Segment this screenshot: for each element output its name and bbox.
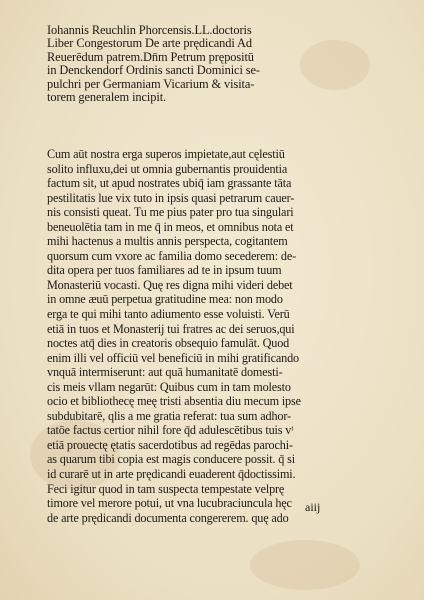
body-line: etiā prouectę ętatis sacerdotibus ad regēdas parochi- [47,437,293,452]
body-line: noctes atq̄ dies in creatoris obsequio famulāt. Quod [47,336,290,351]
heading-line: Liber Congestorum De arte prędicandi Ad [47,36,252,51]
body-line: vnquā intermiserunt: aut quā humanitatē domesti- [47,365,283,380]
body-line: pestilitatis lue vix tuto in ipsis quasi petrarum cauer- [47,190,295,205]
body-line: Cum aūt nostra erga superos impietate,aut cęlestiū [47,147,285,161]
body-line: enim illi vel officiū vel beneficiū in mihi gratificando [47,350,299,365]
heading-line: in Denckendorf Ordinis sancti Dominici se- [47,63,260,78]
foxing-stain [250,540,360,590]
signature-mark: aiij [305,500,321,514]
body-line: Feci igitur quod in tam suspecta tempestate velprę [47,481,285,496]
body-line: quorsum cum vxore ac familia domo secederem: de- [47,248,296,263]
body-line: Monasteriū vocasti. Quę res digna mihi videri debet [47,277,293,292]
body-line: de arte prędicandi documenta congererem. quę ado [47,510,289,525]
body-line: nis consisti queat. Tu me pius pater pro tua singulari [47,205,294,220]
heading-line: pulchri per Germaniam Vicarium & visita- [47,76,255,91]
body-text [47,147,377,525]
body-line: dita opera per tuos familiares ad te in ipsum tuum [47,263,282,278]
body-line: etiā in tuos et Monasterij tui fratres ac dei seruos,qui [47,321,295,336]
body-line: solito influxu,dei ut omnia gubernantis prouidentia [47,161,288,176]
body-line: as quarum tibi copia est magis conducere possit. q̄ si [47,452,295,467]
heading-line: Reuerēdum patrem.Dn̄m Petrum prępositū [47,49,254,64]
body-line: tatōe factus certior nihil fore q̄d adulescētibus tuis vᵗ [47,423,294,438]
incipit-heading [47,24,387,104]
body-line: mihi hactenus a multis annis perspecta, cogitantem [47,234,288,249]
body-line: in omne æuū perpetua gratitudine mea: non modo [47,292,283,307]
heading-line: torem generalem incipit. [47,89,167,104]
body-line: factum sit, ut apud nostrates ubiq̄ iam grassante tāta [47,176,292,191]
body-line: timore vel merore potui, ut vna lucubraciuncula hęc [47,496,292,511]
body-line: id curarē ut in arte prędicandi euaderent q̄doctissimi. [47,467,296,482]
body-line: beneuolētia tam in me q̄ in meos, et omnibus nota et [47,219,294,234]
body-line: cis meis vllam negarūt: Quibus cum in tam molesto [47,379,291,394]
body-line: erga te qui mihi tanto adiumento esse voluisti. Verū [47,307,290,322]
body-line: ocio et bibliothecę meę tristi absentia diu mecum ipse [47,394,301,409]
body-line: subdubitarē, qlis a me gratia referat: tua sum adhor- [47,408,291,423]
heading-line: Iohannis Reuchlin Phorcensis.LL.doctoris [47,23,252,37]
